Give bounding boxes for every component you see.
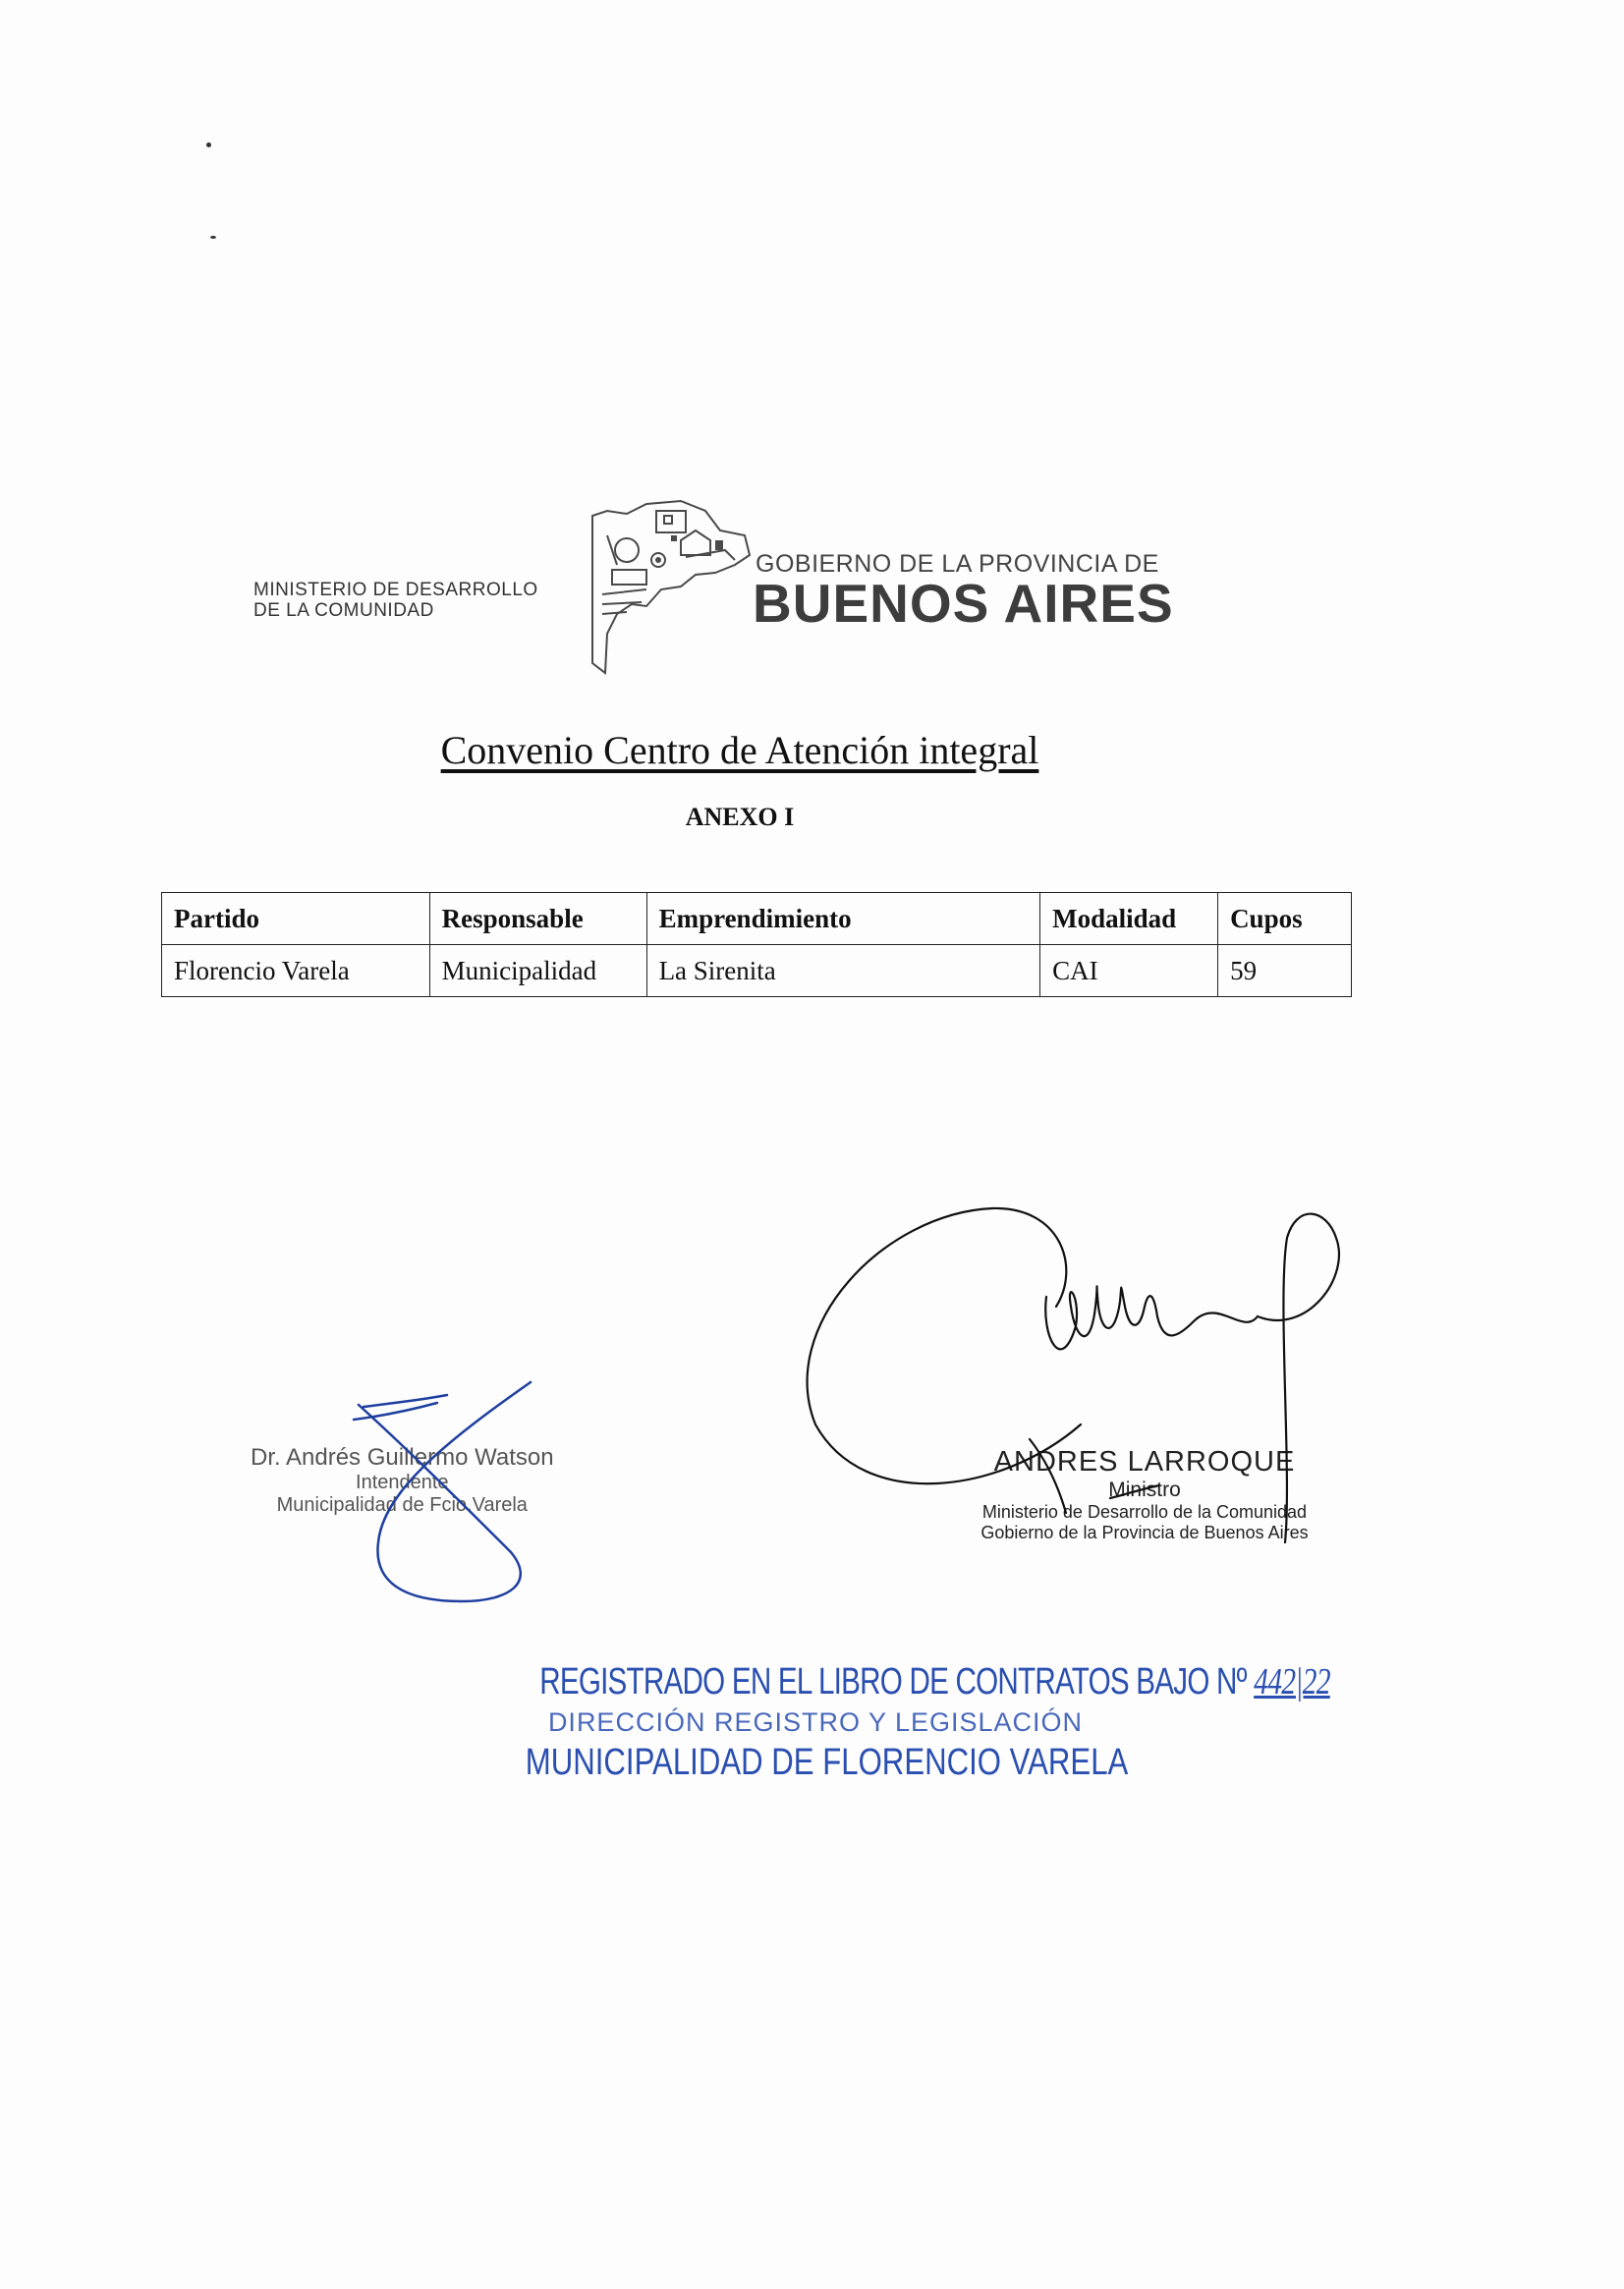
- annex-table: [161, 892, 1352, 997]
- signature-block-left: [251, 1444, 554, 1517]
- header-cupos: Cupos: [1218, 893, 1352, 945]
- cell-emprendimiento: La Sirenita: [646, 945, 1040, 997]
- registration-stamp: [462, 1660, 1330, 1784]
- signatory-name-right: ANDRES LARROQUE: [993, 1446, 1296, 1478]
- government-line-2: BUENOS AIRES: [753, 573, 1174, 634]
- signatory-name-left: Dr. Andrés Guillermo Watson: [251, 1444, 554, 1471]
- table-header-row: [162, 893, 1352, 945]
- header-emprendimiento: Emprendimiento: [646, 893, 1040, 945]
- stamp-line-1: [539, 1660, 1330, 1703]
- annex-label: ANEXO I: [685, 803, 795, 831]
- cell-cupos: 59: [1218, 945, 1352, 997]
- header-responsable: Responsable: [429, 893, 646, 945]
- scan-speck: [206, 142, 211, 147]
- signatory-ministry-right: Ministerio de Desarrollo de la Comunidad: [981, 1502, 1308, 1522]
- government-line-1: GOBIERNO DE LA PROVINCIA DE: [756, 550, 1159, 578]
- cell-partido: Florencio Varela: [162, 945, 430, 997]
- ministry-name: MINISTERIO DE DESARROLLO DE LA COMUNIDAD: [253, 580, 538, 621]
- header-partido: Partido: [162, 893, 430, 945]
- document-title: Convenio Centro de Atención integral: [440, 728, 1039, 772]
- signature-block-right: [973, 1446, 1316, 1543]
- stamp-line-3: MUNICIPALIDAD DE FLORENCIO VARELA: [525, 1742, 1129, 1783]
- stamp-registration-text: REGISTRADO EN EL LIBRO DE CONTRATOS BAJO Nº: [539, 1661, 1247, 1703]
- cell-modalidad: CAI: [1040, 945, 1218, 997]
- signatory-municipality-left: Municipalidad de Fcio.Varela: [276, 1494, 528, 1516]
- stamp-registration-number: 442|22: [1254, 1661, 1330, 1703]
- signatory-role-left: Intendente: [356, 1472, 449, 1493]
- scan-speck: [210, 236, 216, 239]
- stamp-line-2: DIRECCIÓN REGISTRO Y LEGISLACIÓN: [547, 1707, 1084, 1737]
- cell-responsable: Municipalidad: [429, 945, 646, 997]
- signatory-role-right: Ministro: [1108, 1479, 1181, 1501]
- signatory-government-right: Gobierno de la Provincia de Buenos Aires: [980, 1523, 1309, 1542]
- table-row: [162, 945, 1352, 997]
- buenos-aires-logo-icon: [588, 496, 755, 678]
- header-modalidad: Modalidad: [1040, 893, 1218, 945]
